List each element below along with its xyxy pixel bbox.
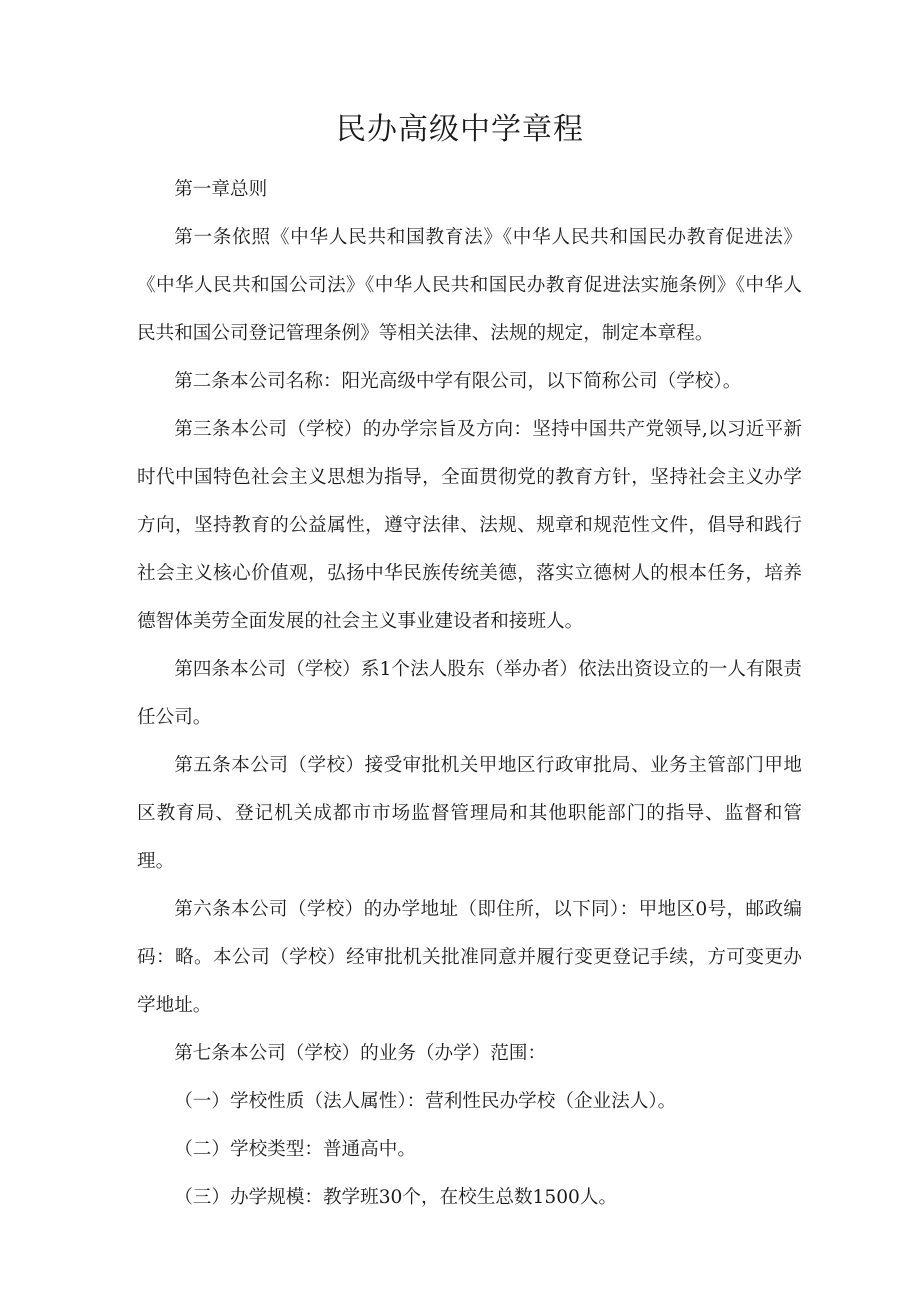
article-2: 第二条本公司名称：阳光高级中学有限公司，以下简称公司（学校）。	[174, 371, 742, 392]
article-7-item-3: （三）办学规模：教学班30个，在校生总数1500人。	[174, 1187, 618, 1208]
article-7-item-2: （二）学校类型：普通高中。	[174, 1139, 416, 1160]
article-1: 第一条依照《中华人民共和国教育法》《中华人民共和国民办教育促进法》《中华人民共和国公司法》《中华人民共和国民办教育促进法实施条例》《中华人民共和国公司登记管理条例》等相关法律、法规的规定，制定本章程。	[137, 227, 802, 344]
document-body	[137, 166, 802, 1222]
document-title: 民办高级中学章程	[336, 112, 584, 147]
article-7-item-1: （一）学校性质（法人属性）：营利性民办学校（企业法人）。	[174, 1091, 677, 1112]
article-7: 第七条本公司（学校）的业务（办学）范围：	[174, 1043, 547, 1064]
article-6: 第六条本公司（学校）的办学地址（即住所，以下同）：甲地区0号，邮政编码：略。本公司（学校）经审批机关批准同意并履行变更登记手续，方可变更办学地址。	[137, 899, 802, 1016]
article-4: 第四条本公司（学校）系1个法人股东（举办者）依法出资设立的一人有限责任公司。	[137, 659, 802, 728]
chapter-heading: 第一章总则	[174, 179, 268, 200]
article-3: 第三条本公司（学校）的办学宗旨及方向：坚持中国共产党领导,以习近平新时代中国特色社会主义思想为指导，全面贯彻党的教育方针，坚持社会主义办学方向，坚持教育的公益属性，遵守法律、法规、规章和规范性文件，倡导和践行社会主义核心价值观，弘扬中华民族传统美德，落实立德树人的根本任务，培养德智体美劳全面发展的社会主义事业建设者和接班人。	[137, 419, 802, 632]
article-5: 第五条本公司（学校）接受审批机关甲地区行政审批局、业务主管部门甲地区教育局、登记机关成都市市场监督管理局和其他职能部门的指导、监督和管理。	[137, 755, 802, 872]
